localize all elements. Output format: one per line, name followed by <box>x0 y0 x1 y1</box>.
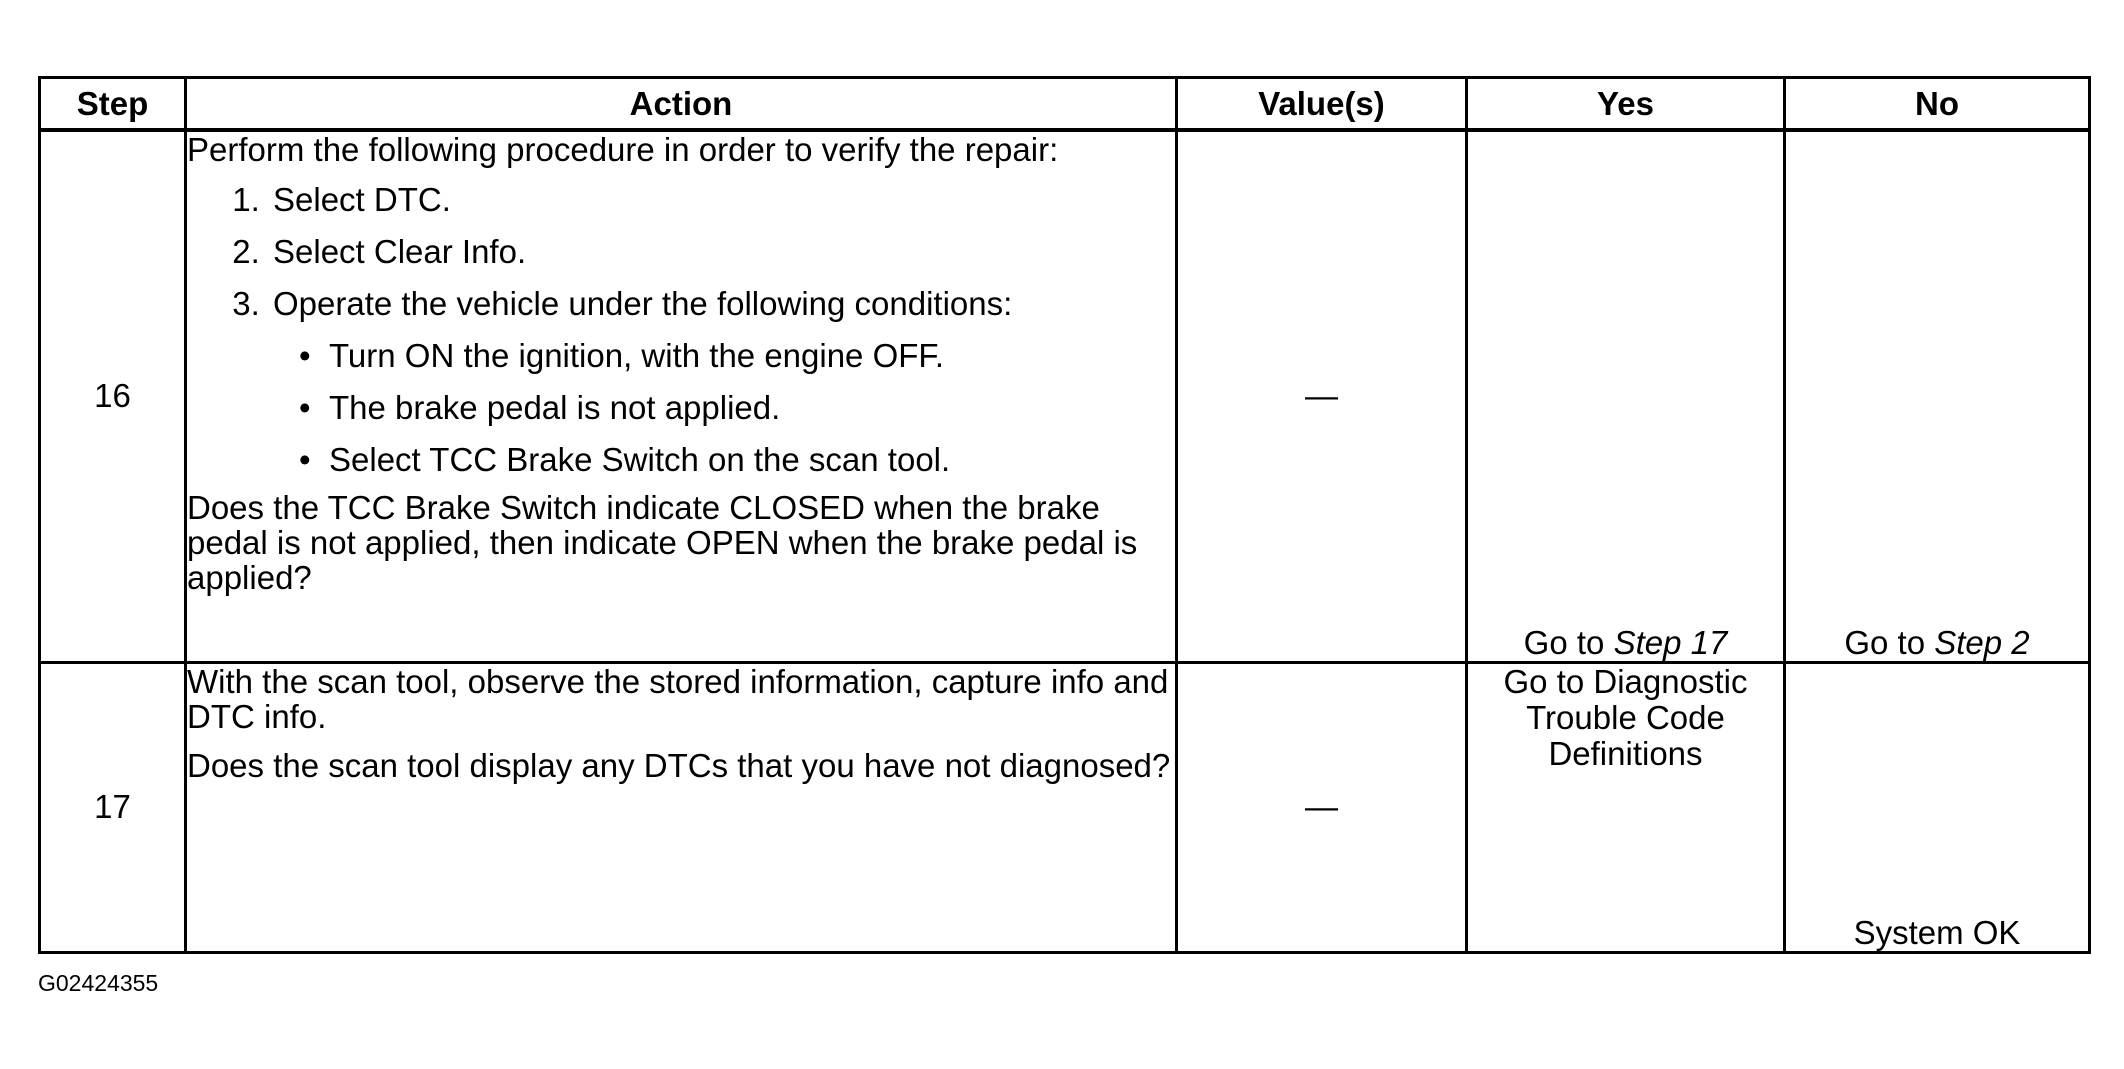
procedure-step <box>269 286 1175 478</box>
header-no: No <box>1785 78 2090 131</box>
table-header-row <box>40 78 2090 131</box>
action-cell <box>186 130 1177 662</box>
yes-cell <box>1467 130 1785 662</box>
header-action: Action <box>186 78 1177 131</box>
yes-prefix: Go to <box>1523 623 1614 661</box>
step-number: 17 <box>40 662 186 952</box>
procedure-step-text: Operate the vehicle under the following conditions: <box>273 285 1013 322</box>
condition-item: • Select TCC Brake Switch on the scan tool. <box>329 442 1175 478</box>
action-question: Does the TCC Brake Switch indicate CLOSED when the brake pedal is not applied, then indicate OPEN when the brake pedal is applied? <box>187 489 1138 596</box>
procedure-step <box>269 234 1175 270</box>
header-step: Step <box>40 78 186 131</box>
value-cell: — <box>1177 130 1467 662</box>
yes-text[interactable]: Go to Diagnostic Trouble Code Definitions <box>1503 662 1748 772</box>
table-row-step-16 <box>40 130 2090 662</box>
diagnostic-table <box>38 76 2091 954</box>
procedure-step-text: Select DTC. <box>273 181 451 218</box>
yes-step-link[interactable]: Step 17 <box>1613 623 1728 661</box>
step-number: 16 <box>40 130 186 662</box>
no-cell: System OK <box>1785 662 2090 952</box>
procedure-step-text: Select Clear Info. <box>273 233 527 270</box>
action-paragraph: With the scan tool, observe the stored information, capture info and DTC info. <box>187 662 1169 735</box>
table-row-step-17 <box>40 662 2090 952</box>
condition-item: • Turn ON the ignition, with the engine OFF. <box>329 338 1175 374</box>
procedure-step <box>269 182 1175 218</box>
no-cell <box>1785 130 2090 662</box>
header-values: Value(s) <box>1177 78 1467 131</box>
action-intro: Perform the following procedure in order to verify the repair: <box>187 131 1059 168</box>
condition-bullets <box>273 338 1175 478</box>
no-step-link[interactable]: Step 2 <box>1934 623 2030 661</box>
action-cell <box>186 662 1177 952</box>
figure-id: G02424355 <box>38 970 159 996</box>
no-prefix: Go to <box>1844 623 1935 661</box>
procedure-steps <box>187 182 1175 478</box>
yes-cell <box>1467 662 1785 952</box>
action-question: Does the scan tool display any DTCs that you have not diagnosed? <box>187 746 1171 784</box>
condition-item: • The brake pedal is not applied. <box>329 390 1175 426</box>
value-cell: — <box>1177 662 1467 952</box>
header-yes: Yes <box>1467 78 1785 131</box>
